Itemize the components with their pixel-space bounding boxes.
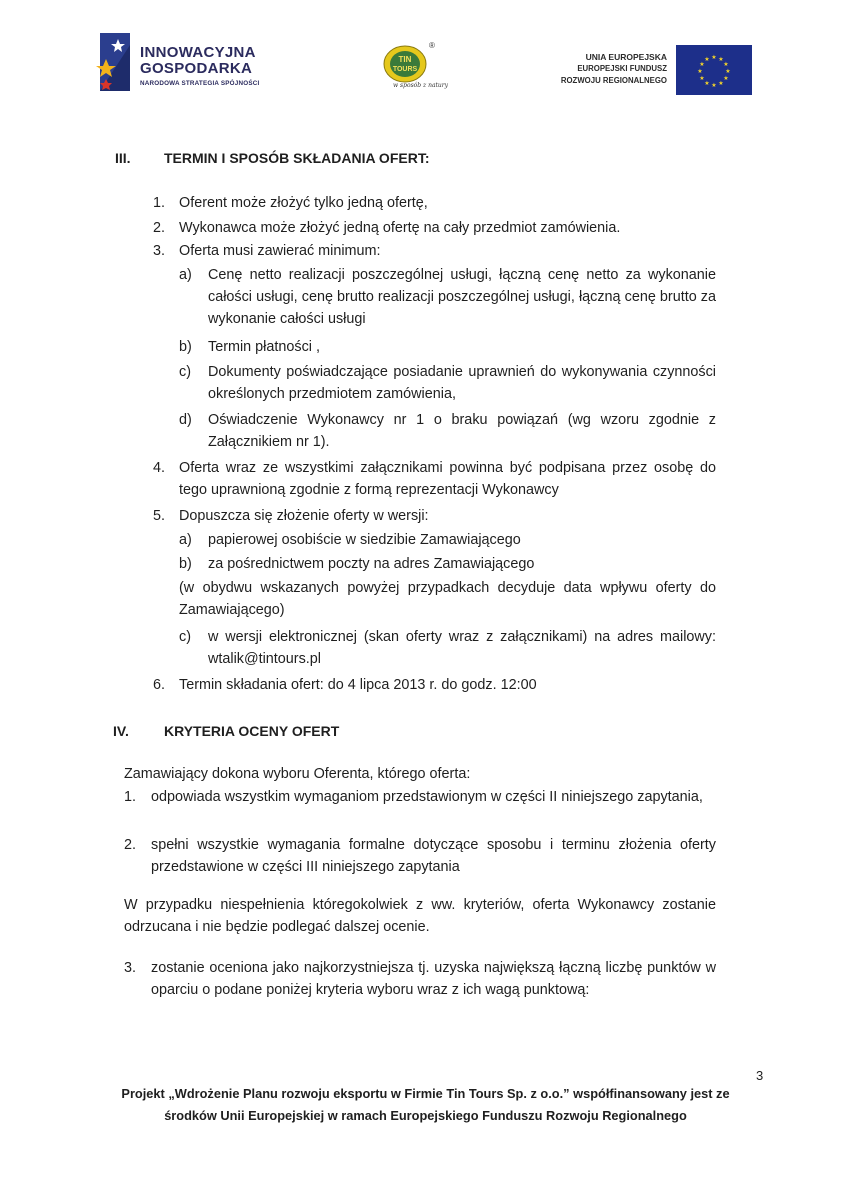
item-number: 4. — [153, 460, 166, 476]
s4-note: W przypadku niespełnienia któregokolwiek z ww. kryteriów, oferta Wykonawcy zostanie odrzucana i nie będzie podlegać dalszej ocenie. — [124, 897, 716, 935]
s3-item1: Oferent może złożyć tylko jedną ofertę, — [179, 195, 428, 211]
registered-mark: ® — [429, 41, 435, 50]
eu-line3: ROZWOJU REGIONALNEGO — [560, 76, 667, 85]
svg-text:TIN: TIN — [398, 55, 412, 64]
page-number: 3 — [756, 1068, 764, 1083]
section3-title: TERMIN I SPOSÓB SKŁADANIA OFERT: — [164, 150, 430, 166]
tin-tours-tagline: w sposób z natury — [393, 82, 449, 89]
item-letter: b) — [179, 556, 192, 572]
svg-text:★: ★ — [718, 56, 724, 63]
item-letter: c) — [179, 629, 191, 645]
item-number: 6. — [153, 677, 166, 693]
item-number: 1. — [153, 195, 166, 211]
item-number: 3. — [153, 243, 166, 259]
svg-text:★: ★ — [718, 80, 724, 87]
innowacyjna-gospodarka-emblem — [96, 33, 134, 91]
section4-number: IV. — [113, 723, 129, 739]
s3-item3b: Termin płatności , — [208, 339, 320, 355]
s3-item3: Oferta musi zawierać minimum: — [179, 243, 381, 259]
item-letter: b) — [179, 339, 192, 355]
item-number: 2. — [153, 220, 166, 236]
item-number: 3. — [124, 960, 137, 976]
svg-text:★: ★ — [697, 68, 703, 75]
svg-text:★: ★ — [711, 54, 717, 61]
section4-title: KRYTERIA OCENY OFERT — [164, 723, 340, 739]
s3-item6: Termin składania ofert: do 4 lipca 2013 r. do godz. 12:00 — [179, 677, 537, 693]
s3-item5: Dopuszcza się złożenie oferty w wersji: — [179, 508, 429, 524]
ig-logo-line2: GOSPODARKA — [140, 60, 253, 77]
svg-text:★: ★ — [699, 61, 705, 68]
tin-tours-emblem — [377, 40, 437, 98]
svg-text:★: ★ — [699, 75, 705, 82]
item-letter: a) — [179, 532, 192, 548]
section3-number: III. — [115, 150, 131, 166]
s4-item1: odpowiada wszystkim wymaganiom przedstawionym w części II niniejszego zapytania, — [151, 789, 703, 805]
svg-text:TOURS: TOURS — [392, 66, 418, 73]
item-letter: d) — [179, 412, 192, 428]
s3-item5b: za pośrednictwem poczty na adres Zamawiającego — [208, 556, 535, 572]
item-letter: c) — [179, 364, 191, 380]
s4-item2: spełni wszystkie wymagania formalne dotyczące sposobu i terminu złożenia oferty przedstawione w części III niniejszego zapytania — [151, 837, 716, 875]
ig-logo-line3: NARODOWA STRATEGIA SPÓJNOŚCI — [140, 80, 260, 87]
footer-line2: środków Unii Europejskiej w ramach Europejskiego Funduszu Rozwoju Regionalnego — [164, 1108, 687, 1123]
s3-item5-note: (w obydwu wskazanych powyżej przypadkach decyduje data wpływu oferty do Zamawiającego) — [179, 580, 716, 618]
svg-text:★: ★ — [723, 75, 729, 82]
s3-item5a: papierowej osobiście w siedzibie Zamawiającego — [208, 532, 521, 548]
svg-text:★: ★ — [704, 80, 710, 87]
eu-line1: UNIA EUROPEJSKA — [585, 52, 667, 62]
s3-item3c: Dokumenty poświadczające posiadanie uprawnień do wykonywania czynności określonych przedmiotem zamówienia, — [208, 364, 716, 402]
s3-item3a: Cenę netto realizacji poszczególnej usługi, łączną cenę netto za wykonanie całości usługi, cenę brutto realizacji poszczególnej usługi, łączną cenę brutto za wykonanie całości usługi — [208, 267, 716, 327]
svg-text:★: ★ — [723, 61, 729, 68]
svg-text:★: ★ — [704, 56, 710, 63]
s4-intro: Zamawiający dokona wyboru Oferenta, którego oferta: — [124, 766, 471, 782]
s3-item2: Wykonawca może złożyć jedną ofertę na cały przedmiot zamówienia. — [179, 220, 621, 236]
svg-text:★: ★ — [711, 82, 717, 89]
item-number: 1. — [124, 789, 137, 805]
s3-item3d: Oświadczenie Wykonawcy nr 1 o braku powiązań (wg wzoru zgodnie z Załącznikiem nr 1). — [208, 412, 716, 450]
item-letter: a) — [179, 267, 192, 283]
eu-flag-icon — [676, 45, 752, 95]
s3-item5c: w wersji elektronicznej (skan oferty wraz z załącznikami) na adres mailowy: wtalik@tintours.pl — [208, 629, 716, 667]
item-number: 2. — [124, 837, 137, 853]
footer-line1: Projekt „Wdrożenie Planu rozwoju eksportu w Firmie Tin Tours Sp. z o.o.” współfinansowany jest ze — [121, 1086, 730, 1101]
s3-item4: Oferta wraz ze wszystkimi załącznikami powinna być podpisana przez osobę do tego uprawnioną zgodnie z formą reprezentacji Wykonawcy — [179, 460, 716, 498]
eu-line2: EUROPEJSKI FUNDUSZ — [577, 64, 667, 73]
item-number: 5. — [153, 508, 166, 524]
s4-item3: zostanie oceniona jako najkorzystniejsza tj. uzyska największą łączną liczbę punktów w oparciu o podane poniżej kryteria wyboru wraz z ich wagą punktową: — [151, 960, 716, 998]
ig-logo-line1: INNOWACYJNA — [140, 44, 256, 61]
svg-text:★: ★ — [725, 68, 731, 75]
